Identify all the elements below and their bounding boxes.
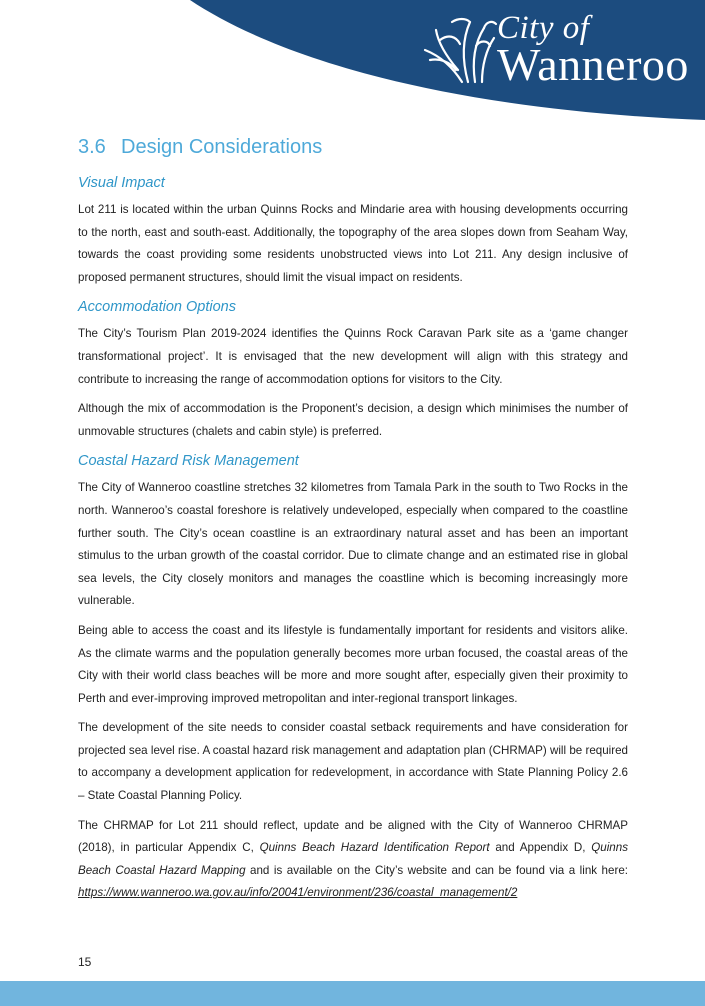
paragraph-coastal-3: The development of the site needs to consider coastal setback requirements and have consideration for projected sea level rise. A coastal hazard risk management and adaptation plan (CHRMAP) will be required to accompany a development application for redevelopment, in accordance with State Planning Policy 2.6 – State Coastal Planning Policy. [78, 721, 628, 803]
paragraph-accommodation-2: Although the mix of accommodation is the Proponent’s decision, a design which minimises the number of unmovable structures (chalets and cabin style) is preferred. [78, 402, 628, 438]
paragraph-coastal-2: Being able to access the coast and its lifestyle is fundamentally important for residents and visitors alike. As the climate warms and the population generally becomes more urban focused, the coastal areas of the City with their world class beaches will be more and more sought after, especially given their proximity to Perth and ever-improving improved metropolitan and inter-regional transport linkages. [78, 623, 628, 705]
logo-line-city-of: City of [497, 10, 590, 46]
document-body [78, 130, 628, 905]
text-segment: and is available on the City’s website and can be found via a link here: [245, 863, 628, 877]
footer-band [0, 981, 705, 1006]
subheading-accommodation-options: Accommodation Options [78, 299, 236, 316]
section-number: 3.6 [78, 136, 106, 158]
text-segment: and Appendix D, [489, 841, 592, 855]
report-title-hazard-mapping: Quinns Beach Coastal Hazard Mapping [78, 841, 628, 877]
paragraph-visual-impact: Lot 211 is located within the urban Quinns Rocks and Mindarie area with housing developments occurring to the north, east and south-east. Additionally, the topography of the area slopes down from Seaham Way, towards the coast providing some residents unobstructed views into Lot 211. Any design inclusive of proposed permanent structures, should limit the visual impact on residents. [78, 203, 628, 284]
paragraph-coastal-4 [78, 815, 628, 905]
logo-line-wanneroo: Wanneroo [497, 39, 689, 90]
city-logo-wordmark [497, 10, 689, 88]
coastal-management-link[interactable]: https://www.wanneroo.wa.gov.au/info/20041/environment/236/coastal_management/2 [78, 886, 518, 900]
page-number: 15 [78, 955, 92, 969]
section-title: Design Considerations [121, 136, 323, 158]
section-heading [78, 130, 628, 164]
paragraph-coastal-1: The City of Wanneroo coastline stretches 32 kilometres from Tamala Park in the south to Two Rocks in the north. Wanneroo’s coastal foreshore is relatively undeveloped, especially when compared to the coastline further south. The City’s ocean coastline is an extraordinary natural asset and has been an important stimulus to the urban growth of the coastal corridor. Due to climate change and an estimated rise in global sea levels, the City closely monitors and manages the coastline which is becoming increasingly more vulnerable. [78, 481, 628, 608]
subheading-coastal-hazard: Coastal Hazard Risk Management [78, 453, 299, 470]
text-segment: The CHRMAP for Lot 211 should reflect, update and be aligned with the City of Wanneroo CHRMAP (2018), in particular Appendix C, [78, 818, 628, 855]
report-title-hazard-identification: Quinns Beach Hazard Identification Report [259, 841, 490, 855]
paragraph-accommodation-1: The City’s Tourism Plan 2019-2024 identifies the Quinns Rock Caravan Park site as a ‘game changer transformational project’. It is envisaged that the new development will align with this strategy and contribute to increasing the range of accommodation options for visitors to the City. [78, 327, 628, 386]
subheading-visual-impact: Visual Impact [78, 175, 165, 191]
